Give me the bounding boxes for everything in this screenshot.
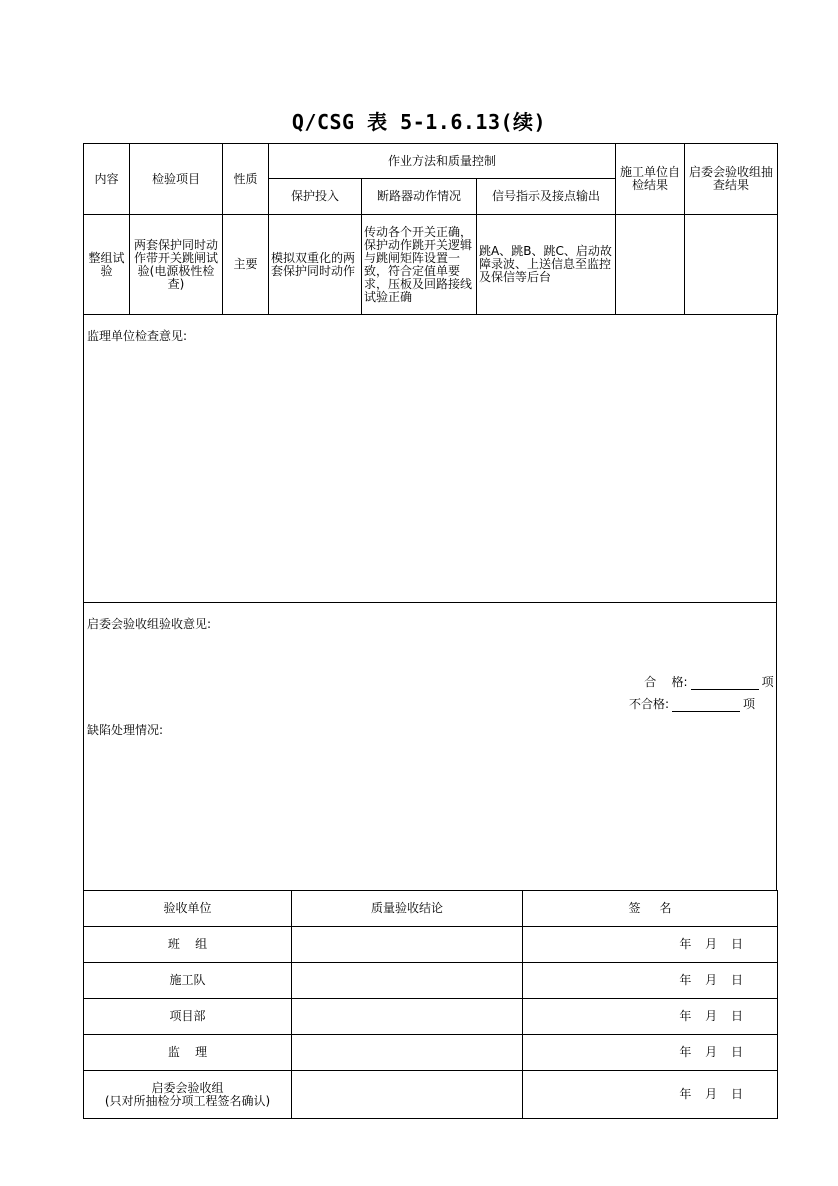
signoff-unit: 监 理: [84, 1035, 292, 1071]
header-protection: 保护投入: [269, 179, 362, 215]
unqualified-label: 不合格:: [629, 697, 670, 711]
header-item: 检验项目: [130, 144, 223, 215]
supervision-opinion-box: [83, 315, 777, 603]
inspection-table: [83, 143, 778, 315]
header-contractor-result: 施工单位自检结果: [616, 144, 685, 215]
qualified-count-field[interactable]: [691, 677, 759, 690]
row-item: 两套保护同时动作带开关跳闸试验(电源极性检查): [130, 215, 223, 315]
signoff-unit: 项目部: [84, 999, 292, 1035]
signoff-col-sign: 签 名: [523, 891, 778, 927]
row-signal-output: 跳A、跳B、跳C、启动故障录波、上送信息至监控及保信等后台: [477, 215, 616, 315]
row-contractor-result: [616, 215, 685, 315]
signoff-conclusion[interactable]: [292, 1071, 523, 1119]
signoff-conclusion[interactable]: [292, 1035, 523, 1071]
signoff-table: [83, 890, 778, 1119]
header-content: 内容: [84, 144, 130, 215]
signoff-col-unit: 验收单位: [84, 891, 292, 927]
header-method-quality: 作业方法和质量控制: [269, 144, 616, 179]
signoff-date[interactable]: 年 月 日: [523, 927, 778, 963]
defect-label: 缺陷处理情况:: [87, 723, 164, 737]
signoff-date[interactable]: 年 月 日: [523, 1035, 778, 1071]
row-nature: 主要: [223, 215, 269, 315]
unqualified-count-field[interactable]: [672, 699, 740, 712]
unqualified-row: [629, 695, 755, 712]
signoff-col-conclusion: 质量验收结论: [292, 891, 523, 927]
signoff-date[interactable]: 年 月 日: [523, 1071, 778, 1119]
acceptance-opinion-label: 启委会验收组验收意见:: [87, 617, 212, 631]
header-nature: 性质: [223, 144, 269, 215]
signoff-date[interactable]: 年 月 日: [523, 963, 778, 999]
signoff-unit: 启委会验收组 (只对所抽检分项工程签名确认): [84, 1071, 292, 1119]
unqualified-unit: 项: [743, 697, 756, 711]
signoff-conclusion[interactable]: [292, 999, 523, 1035]
signoff-conclusion[interactable]: [292, 963, 523, 999]
qualified-unit: 项: [761, 675, 774, 689]
signoff-conclusion[interactable]: [292, 927, 523, 963]
signoff-unit: 班 组: [84, 927, 292, 963]
supervision-opinion-label: 监理单位检查意见:: [87, 329, 188, 343]
row-content: 整组试验: [84, 215, 130, 315]
row-breaker-action: 传动各个开关正确，保护动作跳开关逻辑与跳闸矩阵设置一致，符合定值单要求，压板及回路接线试验正确: [362, 215, 477, 315]
qualified-label: 合 格:: [644, 675, 688, 689]
row-protection: 模拟双重化的两套保护同时动作: [269, 215, 362, 315]
signoff-date[interactable]: 年 月 日: [523, 999, 778, 1035]
signoff-unit: 施工队: [84, 963, 292, 999]
page-title: Q/CSG 表 5-1.6.13(续): [291, 110, 547, 134]
acceptance-opinion-box: [83, 603, 777, 891]
header-signal-output: 信号指示及接点输出: [477, 179, 616, 215]
header-committee-result: 启委会验收组抽查结果: [685, 144, 778, 215]
row-committee-result: [685, 215, 778, 315]
header-breaker-action: 断路器动作情况: [362, 179, 477, 215]
